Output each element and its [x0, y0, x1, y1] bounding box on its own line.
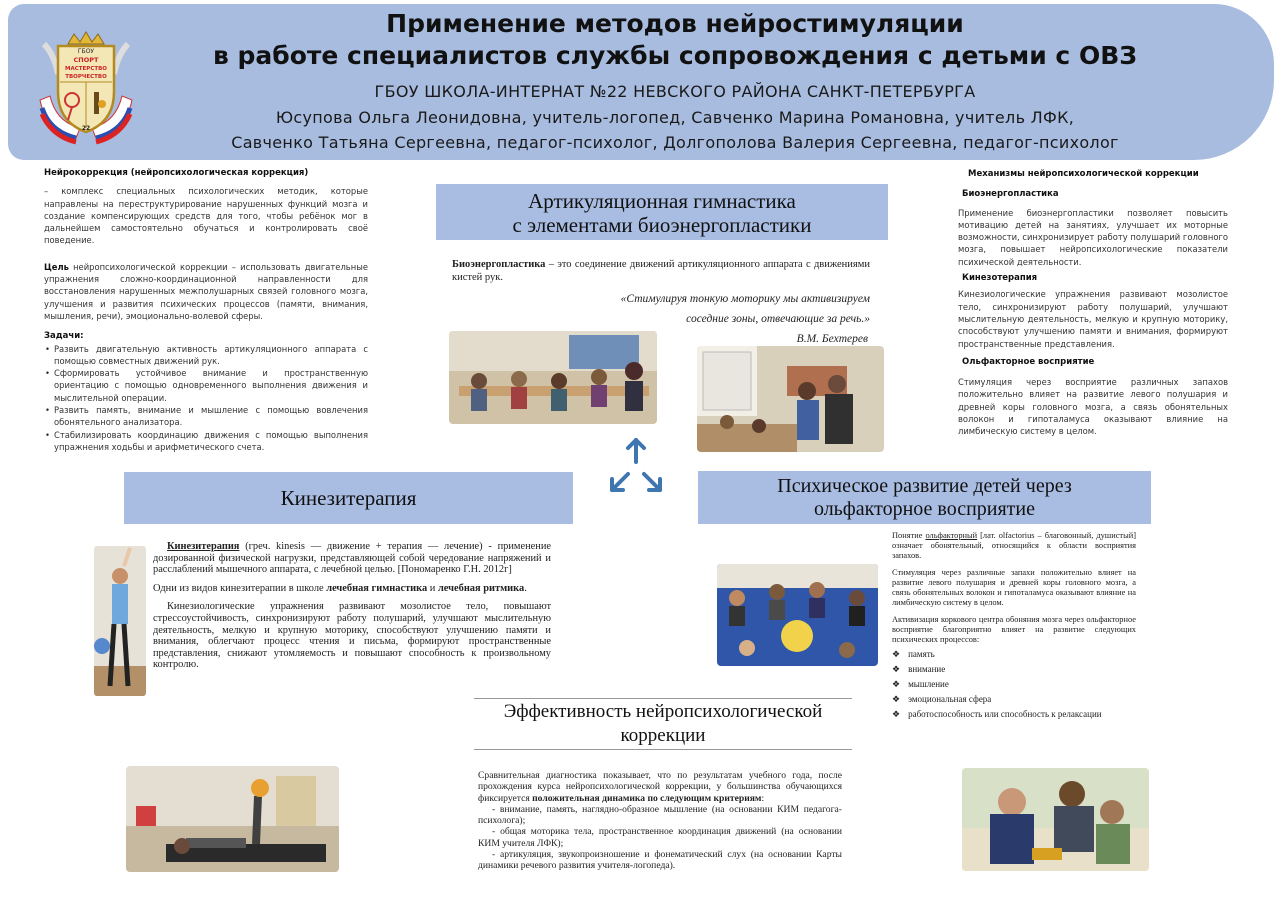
effect-heading	[474, 700, 852, 748]
kinesi-p2-bold2: лечебная ритмика	[437, 582, 525, 594]
olfact-p3: Активизация коркового центра обоняния мозга через ольфакторное восприятие благоприятно влияет на развитие следующих психических процессов:	[892, 615, 1136, 644]
effect-criterion-3: - артикуляция, звукопроизношение и фонематический слух (на основании Карты динамики речевого развития учителя-логопеда).	[478, 849, 842, 872]
olfact-p1-start: Понятие	[892, 531, 926, 540]
kinesi-p2-end: .	[524, 582, 527, 594]
logo-number: 22	[81, 125, 91, 132]
mechanism-text: Стимуляция через восприятие различных запахов положительно влияет на развитие левого полушария и древней коры головного мозга, а связь обонятельных волокон и гипоталамуса оказывают влияние на лимбическую систему в целом.	[958, 377, 1228, 437]
artic-banner-line1: Артикуляционная гимнастика	[528, 189, 796, 213]
effect-criterion-2: - общая моторика тела, пространственное координация движений (на основании КИМ учителя ЛФК);	[478, 826, 842, 849]
kinesi-p2-mid: и	[427, 582, 438, 594]
authors-line2: Савченко Татьяна Сергеевна, педагог-психолог, Долгополова Валерия Сергеевна, педагог-психолог	[231, 133, 1119, 152]
logo-text-4: ТВОРЧЕСТВО	[65, 74, 107, 80]
photo-children-floor	[717, 564, 878, 666]
divider-top	[474, 698, 852, 699]
effect-p1	[478, 770, 842, 804]
list-item: • Сформировать устойчивое внимание и пространственную ориентацию с помощью одновременного выполнения движения и мыслительной операции.	[54, 367, 368, 404]
olfact-p1	[892, 531, 1136, 561]
olfact-banner-line2: ольфакторное восприятие	[813, 498, 1036, 520]
school-logo	[36, 30, 136, 145]
tasks-list	[44, 343, 368, 454]
list-item: • Развить двигательную активность артикуляционного аппарата с помощью совместных движений рук.	[54, 343, 368, 368]
kinesi-term: Кинезитерапия	[167, 541, 240, 552]
kinesi-banner: Кинезитерапия	[124, 472, 573, 524]
artic-term: Биоэнергопластика	[452, 259, 546, 270]
photo-classroom-1	[449, 331, 657, 424]
school-name: ГБОУ ШКОЛА-ИНТЕРНАТ №22 НЕВСКОГО РАЙОНА САНКТ-ПЕТЕРБУРГА	[374, 82, 976, 101]
list-item: ❖ эмоциональная сфера	[892, 692, 1136, 707]
mechanism-text: Применение биоэнергопластики позволяет повысить мотивацию детей на занятиях, улучшает их моторные возможности, синхронизирует работу полушарий головного мозга, повышает нейропсихологические показатели психической деятельности.	[958, 207, 1228, 267]
kinesi-p2	[153, 583, 551, 595]
photo-exercise-mat	[126, 766, 339, 872]
effect-criterion-1: - внимание, память, наглядно-образное мышление (на основании КИМ педагога-психолога);	[478, 803, 842, 827]
left-definition: – комплекс специальных психологических методик, которые направлены на переструктурирование нарушенных функций мозга и создание компенсирующих средств для того, чтобы ребёнок мог в дальнейшем самостоятельно обучаться и контролировать своё поведение.	[44, 186, 368, 246]
kinesi-text	[153, 541, 551, 671]
mechanism-title: Ольфакторное восприятие	[962, 356, 1095, 367]
right-column	[958, 168, 1228, 438]
photo-girl-exercise	[94, 546, 146, 696]
effect-p1-bold: положительная динамика по следующим критериям	[532, 792, 762, 804]
divider-bottom	[474, 749, 852, 750]
artic-banner	[436, 184, 888, 240]
left-heading: Нейрокоррекция (нейропсихологическая коррекция)	[44, 168, 309, 178]
olfact-banner	[698, 471, 1151, 524]
kinesi-p1	[153, 541, 551, 576]
photo-children-play	[962, 768, 1149, 871]
olfact-term: ольфакторный	[925, 531, 978, 540]
poster-title-line1: Применение методов нейростимуляции	[386, 9, 964, 38]
photo-classroom-2	[697, 346, 884, 452]
authors-line1: Юсупова Ольга Леонидовна, учитель-логопед, Савченко Марина Романовна, учитель ЛФК,	[275, 108, 1075, 127]
goal-text: нейропсихологической коррекции – использовать двигательные упражнения сложно-координационной направленности для восстановления нарушенных межполушарных связей головного мозга, улучшения и развития психических процессов (памяти, внимания, мышления, речи), эмоционально-волевой сферы.	[44, 261, 368, 321]
effect-p1-end: :	[761, 792, 765, 804]
tasks-label: Задачи:	[44, 331, 84, 342]
effect-text	[478, 770, 842, 872]
goal-label: Цель	[44, 261, 69, 272]
logo-text-2: СПОРТ	[73, 56, 99, 64]
mechanism-title: Кинезотерапия	[962, 273, 1038, 284]
list-item: • Развить память, внимание и мышление с помощью вовлечения обонятельного анализатора.	[54, 404, 368, 429]
mechanism-title: Биоэнергопластика	[962, 189, 1059, 200]
artic-definition-text: – это соединение движений артикуляционного аппарата с движениями кистей рук.	[452, 259, 870, 283]
kinesi-p3: Кинезиологические упражнения развивают мозолистое тело, повышают стрессоустойчивость, синхронизируют работу полушарий, улучшают мыслительную деятельность, мелкую и крупную моторику, способствуют улучшению памяти и внимания, облегчают процесс чтения и письма, формируют пространственные представления, снижают утомляемость и повышают способность к произвольному контролю.	[153, 601, 551, 671]
olfact-p1-end: [лат. olfactorius – благовонный, душистый] означает обонятельный, относящийся к области восприятия запахов.	[892, 531, 1136, 560]
olfact-p2: Стимуляция через различные запахи положительно влияет на развитие левого полушария и древней коры головного мозга, а связь обонятельных волокон и гипоталамуса оказывают влияние на лимбическую систему в целом.	[892, 568, 1136, 607]
quote-author: В.М. Бехтерев	[796, 333, 868, 345]
logo-text-3: МАСТЕРСТВО	[65, 66, 107, 72]
list-item: • Стабилизировать координацию движения с помощью выполнения упражнения ходьбы и арифметического счета.	[54, 429, 368, 454]
logo-text-1: ГБОУ	[77, 48, 95, 55]
list-item: ❖ внимание	[892, 662, 1136, 677]
artic-definition	[452, 258, 870, 284]
list-item: ❖ мышление	[892, 677, 1136, 692]
effect-heading-line2: коррекции	[620, 725, 706, 746]
effect-p1-start: Сравнительная диагностика показывает, что по результатам учебного года, после прохождения курса нейропсихологической коррекции, у большинства обучающихся фиксируется	[478, 770, 842, 804]
left-goal	[44, 261, 368, 322]
kinesi-p2-bold1: лечебная гимнастика	[326, 582, 428, 594]
olfact-text	[892, 531, 1136, 722]
list-item: ❖ память	[892, 647, 1136, 662]
olfact-list	[892, 647, 1136, 722]
quote-line1: «Стимулируя тонкую моторику мы активизируем	[620, 293, 870, 305]
arrows-icon	[604, 434, 668, 494]
poster-title-line2: в работе специалистов службы сопровождения с детьми с ОВЗ	[212, 41, 1138, 70]
kinesi-p1-text: (греч. kinesis — движение + терапия — лечение) - применение дозированной физической нагрузки, представляющей собой чередование напряжений и расслаблений мышечного аппарата, с лечебной целью. [Пономаренко Г.Н. 2012г]	[153, 541, 551, 576]
left-column	[44, 167, 368, 453]
effect-heading-line1: Эффективность нейропсихологической	[503, 701, 823, 722]
list-item: ❖ работоспособность или способность к релаксации	[892, 707, 1136, 722]
kinesi-p2-start: Одни из видов кинезитерапии в школе	[153, 582, 327, 594]
right-heading: Механизмы нейропсихологической коррекции	[968, 169, 1199, 179]
olfact-banner-line1: Психическое развитие детей через	[777, 475, 1072, 497]
artic-banner-line2: с элементами биоэнергопластики	[512, 213, 812, 237]
quote-line2: соседние зоны, отвечающие за речь.»	[686, 313, 870, 325]
mechanism-text: Кинезиологические упражнения развивают мозолистое тело, синхронизируют работу полушарий, улучшают мыслительную деятельность, мелкую и крупную моторику, способствуют улучшению памяти и внимания, формируют пространственные представления.	[958, 289, 1228, 349]
